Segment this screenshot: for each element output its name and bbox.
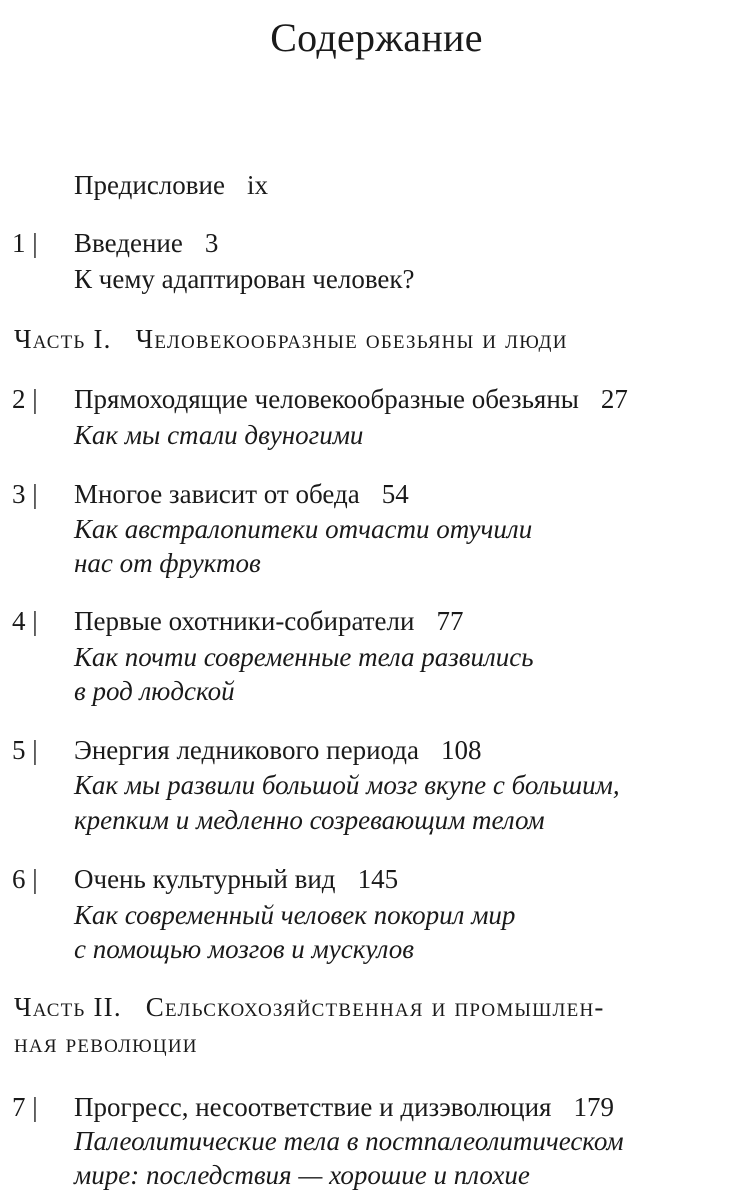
toc-entry-chapter-3 [74,477,409,511]
chapter-subtitle: Как австралопитеки отчасти отучили [74,514,533,544]
chapter-title: Прогресс, несоответствие и дизэволюция [74,1092,552,1122]
chapter-number: 4 | [12,606,38,636]
chapter-page-number: 3 [204,228,219,258]
part-title: Сельскохозяйственная и промышлен- [145,992,605,1022]
chapter-page-number: 108 [440,735,482,765]
chapter-subtitle: К чему адаптирован человек? [74,264,415,294]
chapter-number: 7 | [12,1092,38,1122]
toc-entry-chapter-7 [74,1090,614,1124]
toc-entry-chapter-1 [74,226,218,260]
part-title-continuation: ная революции [14,1028,198,1058]
chapter-subtitle: Как почти современные тела развились [74,642,534,672]
part-heading-2 [14,990,605,1024]
chapter-page-number: 179 [573,1092,614,1122]
toc-entry-preface [74,168,268,202]
chapter-subtitle: Как мы развили большой мозг вкупе с большим, [74,770,620,800]
chapter-number: 6 | [12,864,38,894]
chapter-number: 1 | [12,228,38,258]
chapter-title: Очень культурный вид [74,864,336,894]
chapter-title: Первые охотники-собиратели [74,606,415,636]
chapter-number: 2 | [12,384,38,414]
chapter-subtitle: в род людской [74,676,235,706]
chapter-subtitle: крепким и медленно созревающим телом [74,805,545,835]
preface-page-number: ix [246,170,268,200]
part-label: Часть II. [14,992,122,1022]
chapter-subtitle: мире: последствия — хорошие и плохие [74,1160,530,1190]
chapter-title: Введение [74,228,183,258]
toc-entry-chapter-5 [74,733,481,767]
chapter-title: Прямоходящие человекообразные обезьяны [74,384,579,414]
part-label: Часть I. [14,324,112,354]
chapter-subtitle: Палеолитические тела в постпалеолитическом [74,1126,624,1156]
chapter-page-number: 54 [381,479,409,509]
toc-entry-chapter-6 [74,862,398,896]
chapter-page-number: 77 [436,606,464,636]
chapter-page-number: 145 [357,864,399,894]
chapter-subtitle: Как современный человек покорил мир [74,900,516,930]
chapter-subtitle: Как мы стали двуногими [74,420,364,450]
chapter-number: 3 | [12,479,38,509]
chapter-page-number: 27 [600,384,628,414]
toc-entry-chapter-2 [74,382,628,416]
page-title: Содержание [270,15,483,60]
part-title: Человекообразные обезьяны и люди [135,324,568,354]
chapter-title: Энергия ледникового периода [74,735,419,765]
chapter-subtitle: нас от фруктов [74,548,261,578]
preface-title: Предисловие [74,170,225,200]
part-heading-1 [14,322,568,356]
chapter-number: 5 | [12,735,38,765]
chapter-subtitle: с помощью мозгов и мускулов [74,934,414,964]
toc-entry-chapter-4 [74,604,463,638]
chapter-title: Многое зависит от обеда [74,479,360,509]
